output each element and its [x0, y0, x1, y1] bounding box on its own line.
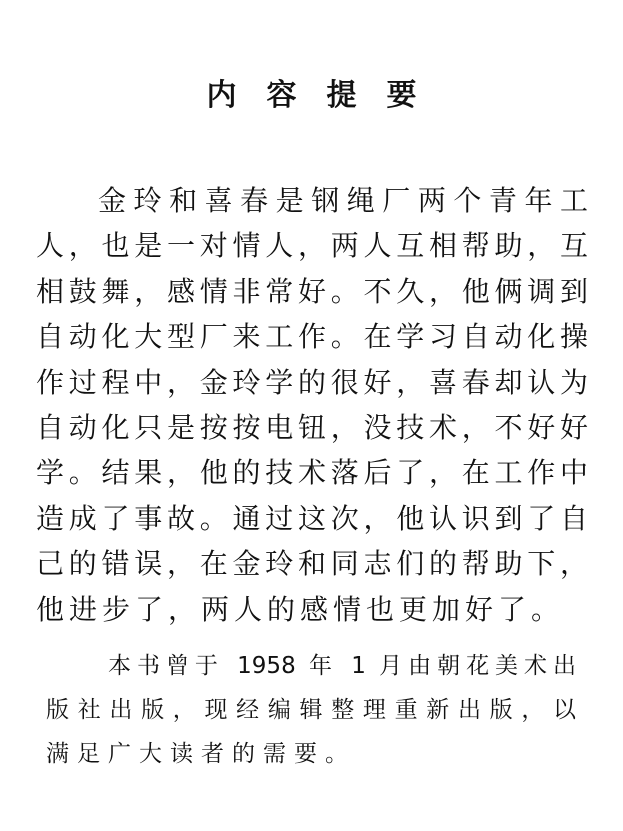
- text-line: 满足广大读者的需要。: [46, 741, 356, 767]
- text-line: 人，也是一对情人，两人互相帮助，互: [36, 229, 588, 263]
- publication-note: [46, 644, 576, 776]
- text-line: 自动化大型厂来工作。在学习自动化操: [36, 320, 588, 354]
- text-line: 金玲和喜春是钢绳厂两个青年工: [98, 184, 588, 217]
- text-line: 本书曾于 1958 年 1 月由朝花美术出: [108, 653, 576, 679]
- summary-paragraph: [36, 178, 588, 632]
- text-line: 他进步了，两人的感情也更加好了。: [36, 592, 565, 626]
- text-line: 自动化只是按按电钮，没技术，不好好: [36, 410, 588, 444]
- text-line: 版社出版，现经编辑整理重新出版，以: [46, 697, 576, 723]
- text-line: 学。结果，他的技术落后了，在工作中: [36, 456, 588, 490]
- text-line: 作过程中，金玲学的很好，喜春却认为: [36, 365, 588, 399]
- page-title: 内容提要: [206, 78, 447, 113]
- text-line: 相鼓舞，感情非常好。不久，他俩调到: [36, 274, 588, 308]
- text-line: 己的错误，在金玲和同志们的帮助下，: [36, 547, 588, 581]
- text-line: 造成了事故。通过这次，他认识到了自: [36, 501, 588, 535]
